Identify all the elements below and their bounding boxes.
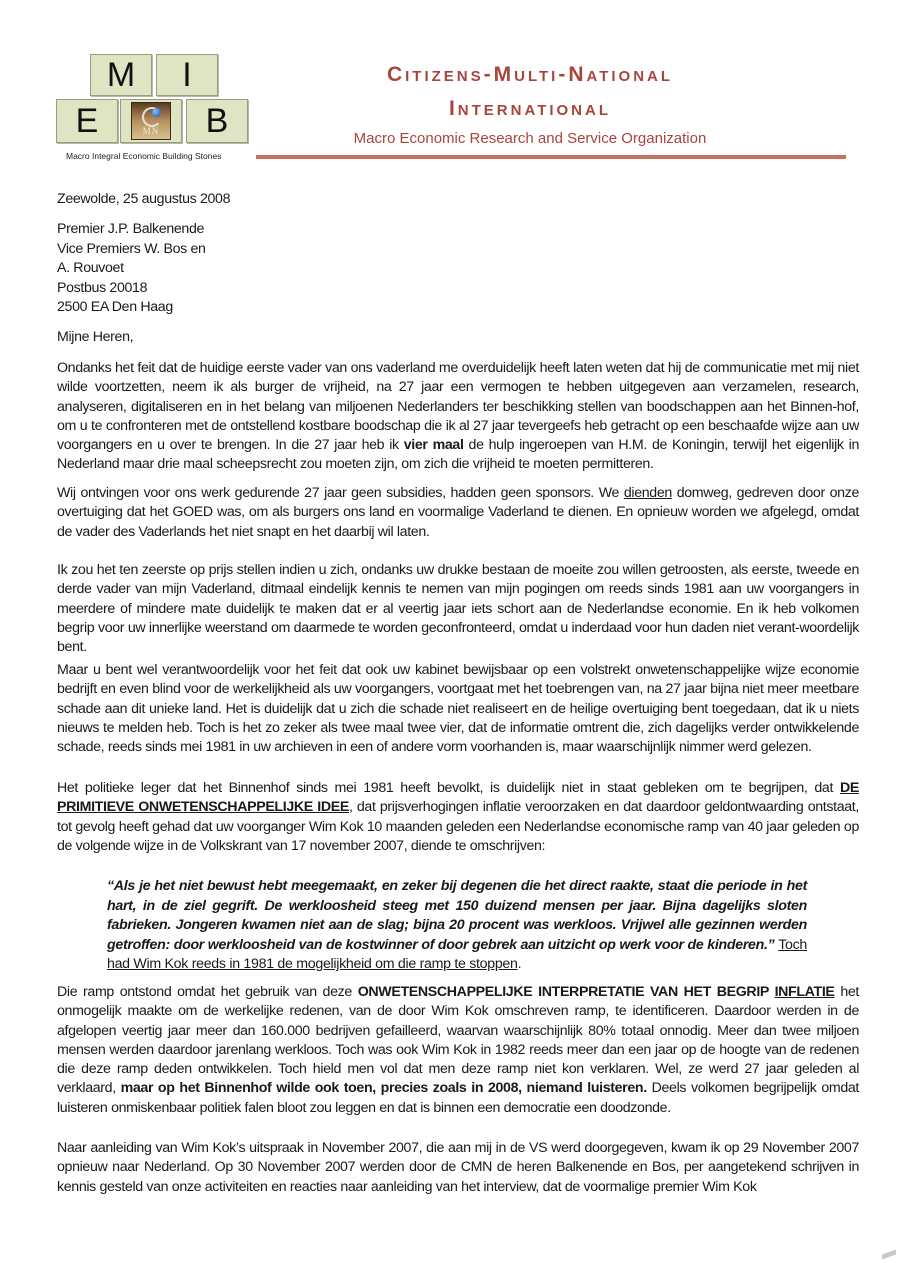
quote-text: “Als je het niet bewust hebt meegemaakt, en zeker bij degenen die het direct raakte, staat die periode in het hart, in de ziel gegrift. De werkloosheid steeg met 150 duizend mensen per jaar. Bijna dagelijks sloten fabrieken. Jongeren kwamen niet aan de slag; bijna 20 procent was werkloos. Vrijwel alle gezinnen werden getroffen: door werkloosheid van de kostwinner of door gebrek aan uitzicht op werk voor de kinderen.” xyxy=(107,878,807,953)
scan-mark xyxy=(882,1249,896,1259)
logo-tile-e: E xyxy=(56,99,118,143)
organization-name xyxy=(270,62,790,124)
recipient-line: Vice Premiers W. Bos en xyxy=(57,240,206,257)
paragraph-6: Die ramp ontstond omdat het gebruik van deze ONWETENSCHAPPELIJKE INTERPRETATIE VAN HET BEGRIP INFLATIE het onmogelijk maakte om de werkelijke redenen, van de door Wim Kok omschreven ramp, te identificeren. Daardoor werden in de afgelopen veertig jaar meer dan 160.000 bedrijven gefailleerd, waarvan waarschijnlijk 80% totaal onnodig. Meer dan twee miljoen mensen werden daardoor jarenlang werkloos. Toch was ook Wim Kok in 1982 reeds meer dan een jaar op de hoogte van de redenen die deze ramp deden ontwikkelen. Toch hield men vol dat men deze ramp niet kon verklaren. Wel, ze werd 27 jaar geleden al verklaard, maar op het Binnenhof wilde ook toen, precies zoals in 2008, niemand luisteren. Deels volkomen begrijpelijk omdat luisteren onmiskenbaar politiek falen bloot zou leggen en dat is binnen een democratie een doodzonde. xyxy=(57,984,860,1116)
paragraph-2: Wij ontvingen voor ons werk gedurende 27 jaar geen subsidies, hadden geen sponsors. We dienden domweg, gedreven door onze overtuiging dat het GOED was, om als burgers ons land en voormalige Vaderland te dienen. En opnieuw worden we afgelegd, omdat de vader des Vaderlands het niet snapt en het daarbij wil laten. xyxy=(57,485,859,540)
place-date: Zeewolde, 25 augustus 2008 xyxy=(57,191,231,207)
org-name-line1: Citizens-Multi-National xyxy=(386,63,674,86)
paragraph-1: Ondanks het feit dat de huidige eerste vader van ons vaderland me overduidelijk heeft laten weten dat hij de communicatie met mij niet wilde voortzetten, neem ik als burger de vrijheid, na 27 jaar een vermogen te hebben uitgegeven aan verzamelen, research, analyseren, digitaliseren en in het belang van miljoenen Nederlanders ter beschikking stellen van boodschappen aan het Binnen-hof, om u te confronteren met de ontstellend kostbare boodschap die ik al 27 jaar tevergeefs heb getracht op een beschaafde wijze aan uw voorgangers en u over te brengen. In die 27 jaar heb ik vier maal de hulp ingeroepen van H.M. de Koningin, terwijl het eigenlijk in Nederland maar drie maal scheepsrecht zou moeten zijn, om zich die vrijheid te moeten permitteren. xyxy=(57,360,859,473)
recipient-address xyxy=(57,220,859,318)
recipient-line: A. Rouvoet xyxy=(57,260,124,276)
quote-block: “Als je het niet bewust hebt meegemaakt, en zeker bij degenen die het direct raakte, staat die periode in het hart, in de ziel gegrift. De werkloosheid steeg met 150 duizend mensen per jaar. Bijna dagelijks sloten fabrieken. Jongeren kwamen niet aan de slag; bijna 20 procent was werkloos. Vrijwel alle gezinnen werden getroffen: door werkloosheid van de kostwinner of door gebrek aan uitzicht op werk voor de kinderen.” Toch had Wim Kok reeds in 1981 de mogelijkheid om die ramp te stoppen. xyxy=(107,878,807,972)
logo-tile-m: M xyxy=(90,54,152,96)
logo-tile-cmn xyxy=(120,99,182,143)
salutation: Mijne Heren, xyxy=(57,329,134,345)
logo-tile-b: B xyxy=(186,99,248,143)
recipient-line: Postbus 20018 xyxy=(57,279,148,296)
org-subtitle: Macro Economic Research and Service Organization xyxy=(353,130,707,147)
emphasis-bold-underline: INFLATIE xyxy=(774,984,835,1000)
paragraph-4: Maar u bent wel verantwoordelijk voor het feit dat ook uw kabinet bewijsbaar op een volstrekt onwetenschappelijke wijze economie bedrijft en even blind voor de werkelijkheid als uw voorgangers, voortgaat met het toebrengen van, na 27 jaar bijna niet meer meetbare schade aan dit unieke land. Het is duidelijk dat u zich die schade niet realiseert en de heilige overtuiging bent toegedaan, dat ik u niets nieuws te melden heb. Toch is het zo zeker als twee maal twee vier, dat de informatie omtrent die, zich dagelijks verder ontwikkelende schade, reeds sinds mei 1981 in uw archieven in een of andere vorm voorhanden is, maar waarschijnlijk nimmer werd gelezen. xyxy=(57,662,859,756)
org-name-line2: International xyxy=(448,97,612,120)
cmn-badge-text: MN xyxy=(142,126,160,136)
recipient-line: 2500 EA Den Haag xyxy=(57,299,173,315)
emphasis-bold: vier maal xyxy=(403,437,464,454)
emphasis-bold-underline: DE PRIMITIEVE ONWETENSCHAPPELIJKE IDEE xyxy=(57,780,859,816)
paragraph-5: Het politieke leger dat het Binnenhof sinds mei 1981 heeft bevolkt, is duidelijk niet in staat gebleken om te begrijpen, dat DE PRIMITIEVE ONWETENSCHAPPELIJKE IDEE, dat prijsverhogingen inflatie veroorzaken en dat daardoor geldontwaarding ontstaat, tot gevolg heeft gehad dat uw voorganger Wim Kok 10 maanden geleden een Nederlandse economische ramp van 40 jaar geleden op de volgende wijze in de Volkskrant van 17 november 2007, diende te omschrijven: xyxy=(57,780,859,854)
cmn-globe-icon xyxy=(131,102,171,140)
emphasis-underline: dienden xyxy=(623,485,672,501)
emphasis-bold: maar op het Binnenhof wilde ook toen, precies zoals in 2008, niemand luisteren. xyxy=(120,1080,647,1097)
paragraph-3: Ik zou het ten zeerste op prijs stellen indien u zich, ondanks uw drukke bestaan de moeite zou willen getroosten, als eerste, tweede en derde vader van mijn Vaderland, ditmaal eindelijk kennis te nemen van mijn pogingen om reeds sinds 1981 aan uw voorgangers in meerdere of mindere mate duidelijk te maken dat er al veertig jaar iets schort aan de Nederlandse economie. En ik heb volkomen begrip voor uw innerlijke weerstand om daarmede te worden geconfronteerd, omdat u inderdaad voor hun daden niet verant-woordelijk bent. xyxy=(57,562,859,656)
emphasis-bold: ONWETENSCHAPPELIJKE INTERPRETATIE VAN HET BEGRIP xyxy=(357,984,775,1000)
letterhead-divider xyxy=(256,155,846,159)
paragraph-7: Naar aanleiding van Wim Kok’s uitspraak in November 2007, die aan mij in de VS werd doorgegeven, kwam ik op 29 November 2007 opnieuw naar Nederland. Op 30 November 2007 werden door de CMN de heren Balkenende en Bos, per aangetekend schrijven in kennis gesteld van onze activiteiten en reacties naar aanleiding van het interview, dat de voormalige premier Wim Kok xyxy=(57,1140,859,1195)
mieb-logo xyxy=(56,54,252,169)
quote-followup: Toch had Wim Kok reeds in 1981 de mogelijkheid om die ramp te stoppen xyxy=(107,936,807,972)
recipient-line: Premier J.P. Balkenende xyxy=(57,221,205,237)
logo-caption: Macro Integral Economic Building Stones xyxy=(66,151,222,161)
logo-tile-i: I xyxy=(156,54,218,96)
